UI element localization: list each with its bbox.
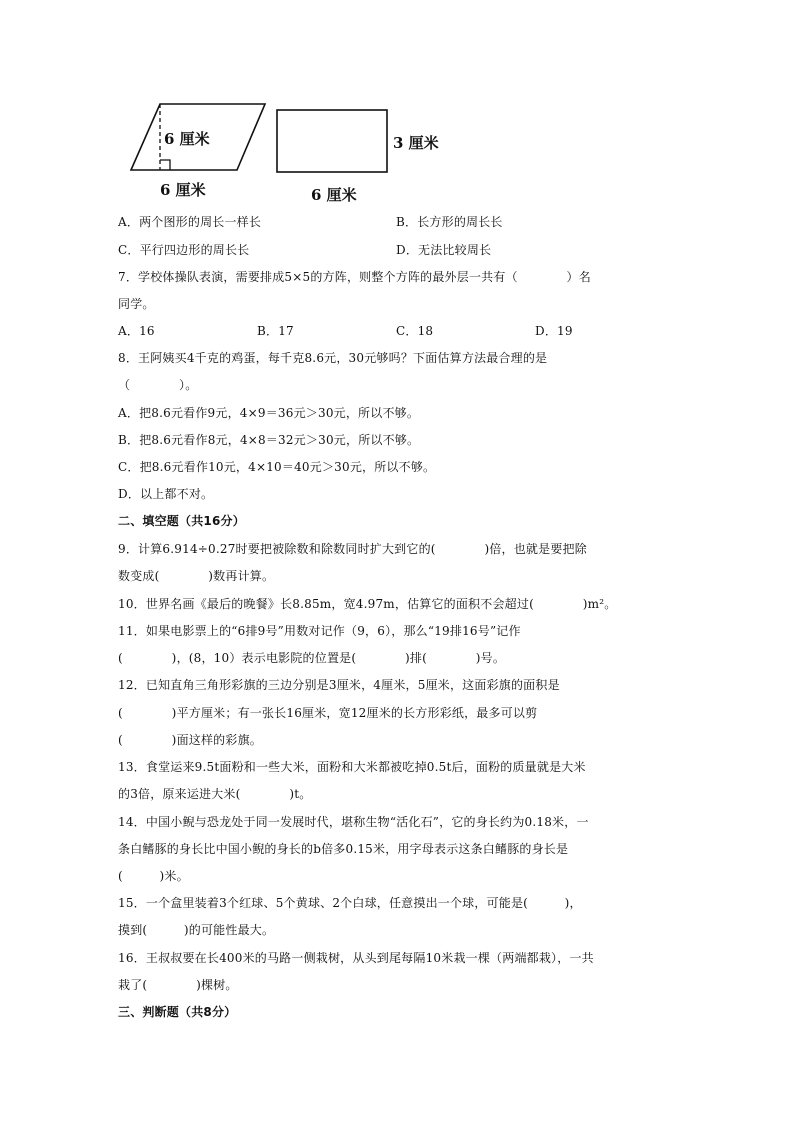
parallelogram-base-label: 6 厘米 — [160, 181, 206, 199]
fill-line-3: 10．世界名画《最后的晚餐》长8.85m，宽4.97m，估算它的面积不会超过( )m²。 — [118, 597, 617, 611]
q6-option-a: A．两个图形的周长一样长 — [118, 215, 262, 229]
q6-option-c: C．平行四边形的周长长 — [118, 243, 250, 257]
q8-option-c: C．把8.6元看作10元，4×10＝40元＞30元，所以不够。 — [118, 460, 436, 474]
rectangle-shape — [277, 110, 387, 172]
fill-line-2: 数变成( )数再计算。 — [118, 569, 275, 583]
q7-text-line1: 7．学校体操队表演，需要排成5×5的方阵，则整个方阵的最外层一共有（ ）名 — [118, 270, 591, 284]
fill-line-8: ( )面这样的彩旗。 — [118, 733, 262, 747]
fill-line-12: 条白鳍豚的身长比中国小鲵的身长的b倍多0.15米，用字母表示这条白鳍豚的身长是 — [118, 842, 569, 856]
q8-text-line2: （ ）。 — [118, 378, 198, 392]
fill-line-4: 11．如果电影票上的“6排9号”用数对记作（9，6），那么“19排16号”记作 — [118, 624, 521, 638]
fill-line-9: 13．食堂运来9.5t面粉和一些大米，面粉和大米都被吃掉0.5t后，面粉的质量就是大米 — [118, 760, 586, 774]
fill-line-15: 摸到( )的可能性最大。 — [118, 923, 275, 937]
rectangle-length-label: 6 厘米 — [311, 186, 357, 204]
q7-option-b: B．17 — [257, 324, 294, 338]
fill-line-16: 16．王叔叔要在长400米的马路一侧栽树，从头到尾每隔10米栽一棵（两端都栽），一共 — [118, 951, 594, 965]
q8-text-line1: 8．王阿姨买4千克的鸡蛋，每千克8.6元，30元够吗？下面估算方法最合理的是 — [118, 351, 548, 365]
q7-option-d: D．19 — [535, 324, 573, 338]
q6-option-d: D．无法比较周长 — [396, 243, 492, 257]
q6-option-b: B．长方形的周长长 — [396, 215, 503, 229]
rectangle-width-label: 3 厘米 — [393, 134, 439, 152]
figure-shapes — [0, 0, 794, 220]
q8-option-b: B．把8.6元看作8元，4×8＝32元＞30元，所以不够。 — [118, 433, 420, 447]
q7-text-line2: 同学。 — [118, 297, 155, 311]
fill-line-1: 9．计算6.914÷0.27时要把被除数和除数同时扩大到它的( )倍，也就是要把除 — [118, 542, 587, 556]
fill-line-5: ( )，(8，10）表示电影院的位置是( )排( )号。 — [118, 651, 506, 665]
q8-option-a: A．把8.6元看作9元，4×9＝36元＞30元，所以不够。 — [118, 406, 420, 420]
fill-line-13: ( )米。 — [118, 869, 189, 883]
fill-line-11: 14．中国小鲵与恐龙处于同一发展时代，堪称生物“活化石”，它的身长约为0.18米，一 — [118, 815, 589, 829]
fill-line-6: 12．已知直角三角形彩旗的三边分别是3厘米，4厘米，5厘米，这面彩旗的面积是 — [118, 678, 560, 692]
section2-heading: 二、填空题（共16分） — [118, 514, 245, 528]
parallelogram-height-label: 6 厘米 — [164, 130, 210, 148]
q7-option-c: C．18 — [396, 324, 434, 338]
fill-line-17: 栽了( )棵树。 — [118, 978, 238, 992]
fill-line-7: ( )平方厘米；有一张长16厘米，宽12厘米的长方形彩纸，最多可以剪 — [118, 706, 538, 720]
right-angle-mark — [160, 160, 170, 170]
q8-option-d: D．以上都不对。 — [118, 487, 214, 501]
fill-line-14: 15．一个盒里装着3个红球、5个黄球、2个白球，任意摸出一个球，可能是( )， — [118, 896, 582, 910]
fill-line-10: 的3倍，原来运进大米( )t。 — [118, 787, 312, 801]
q7-option-a: A．16 — [118, 324, 155, 338]
section3-heading: 三、判断题（共8分） — [118, 1005, 237, 1019]
